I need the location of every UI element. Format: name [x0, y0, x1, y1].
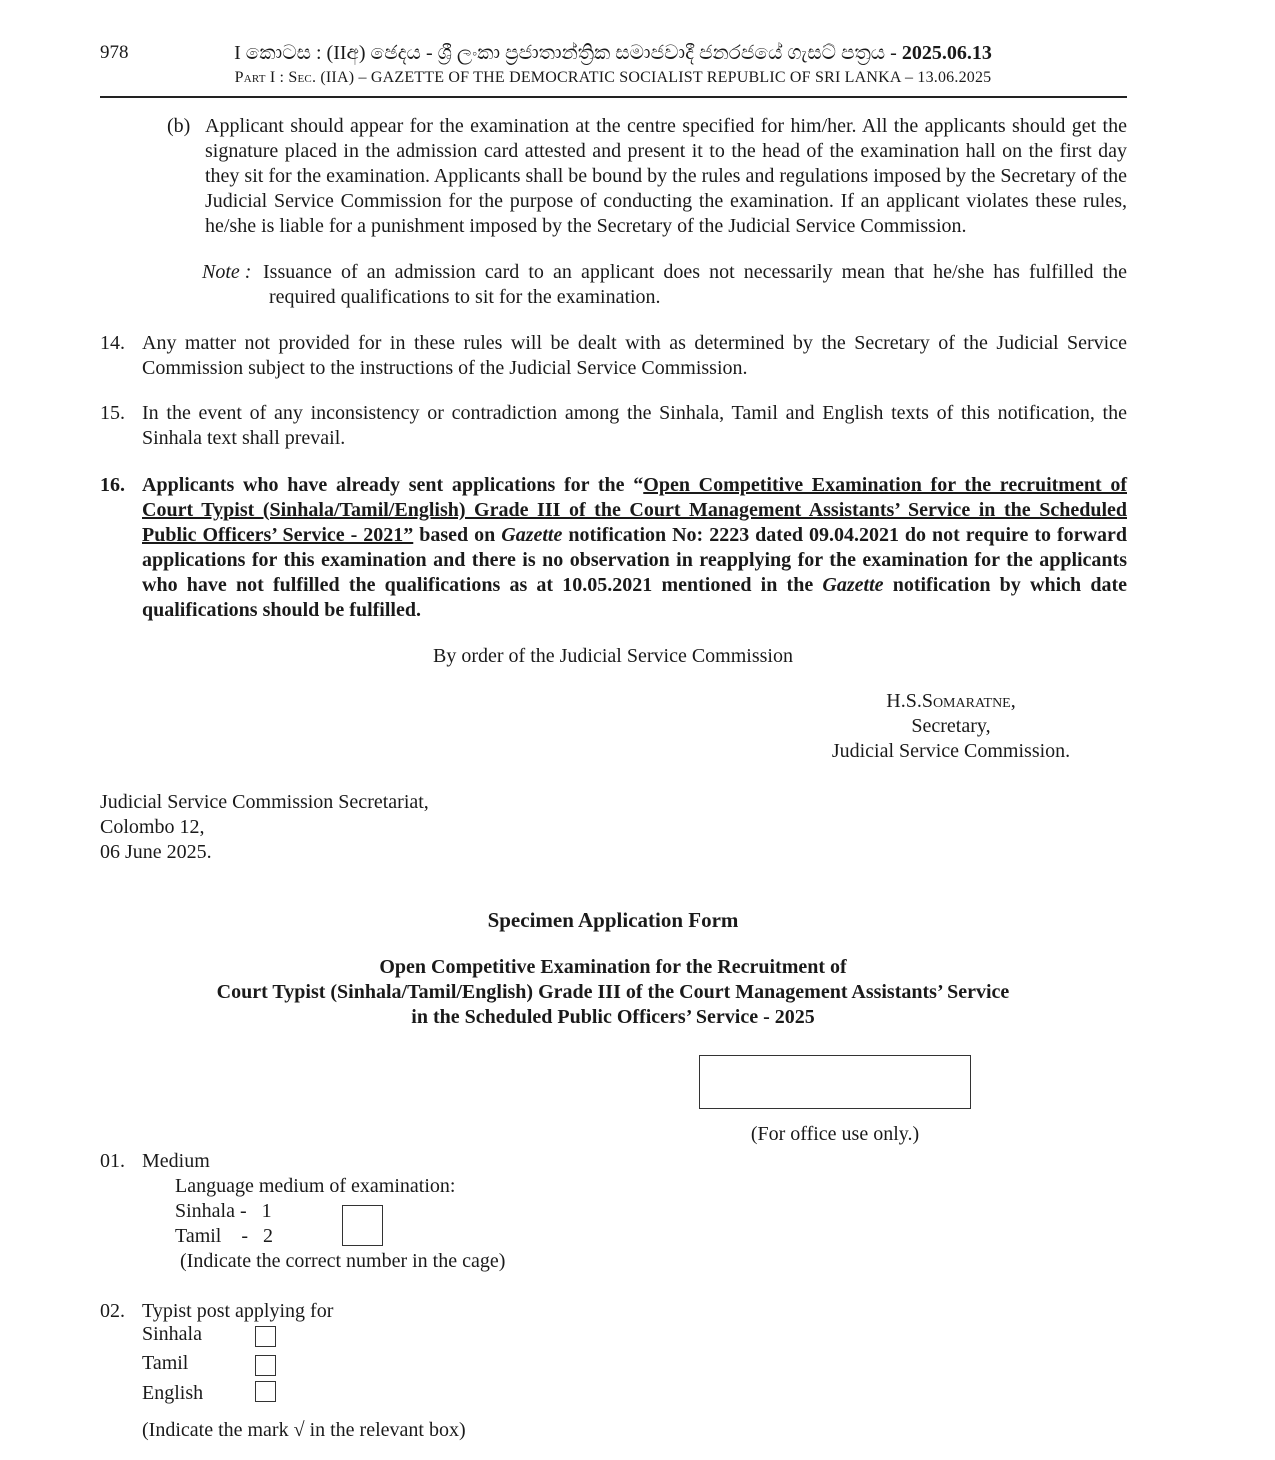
- item-15-number: 15.: [100, 402, 125, 424]
- q01-sub: Language medium of examination:: [175, 1175, 456, 1197]
- item-16-text: Applicants who have already sent applications for the “Open Competitive Examination for the recruitment of Court Typist (Sinhala/Tamil/English) Grade III of the Court Management Assistants’ Service in the Scheduled Public Officers’ Service - 2021” based on Gazette notification No: 2223 dated 09.04.2021 do not require to forward applications for this examination and there is no observation in reapplying for the examination for the applicants who have not fulfilled the qualifications as at 10.05.2021 mentioned in the Gazette notification by which date qualifications should be fulfilled.: [142, 474, 1128, 621]
- q02-option-tamil: Tamil: [142, 1352, 189, 1374]
- address-line-3: 06 June 2025.: [100, 841, 212, 863]
- item-15-text: In the event of any inconsistency or contradiction among the Sinhala, Tamil and English texts of this notification, the Sinhala text shall prevail.: [142, 402, 1127, 449]
- note-text-line1: Issuance of an admission card to an applicant does not necessarily mean that he/she has fulfilled the: [263, 261, 1127, 283]
- q01-medium-cage[interactable]: [342, 1205, 383, 1246]
- q02-option-english: English: [142, 1382, 204, 1404]
- q02-option-sinhala: Sinhala: [142, 1323, 202, 1345]
- form-title-line-2: Court Typist (Sinhala/Tamil/English) Grade III of the Court Management Assistants’ Service: [216, 981, 1010, 1003]
- signatory-org: Judicial Service Commission.: [831, 740, 1071, 762]
- office-use-label: (For office use only.): [750, 1123, 920, 1145]
- form-title-line-3: in the Scheduled Public Officers’ Service - 2025: [411, 1006, 815, 1028]
- office-use-box: [699, 1055, 971, 1109]
- header-english: Part I : Sec. (IIA) – GAZETTE OF THE DEMOCRATIC SOCIALIST REPUBLIC OF SRI LANKA – 13.06.2025: [234, 69, 992, 86]
- form-title-line-1: Open Competitive Examination for the Recruitment of: [379, 956, 847, 978]
- address-line-2: Colombo 12,: [100, 816, 205, 838]
- signatory-name: H.S.Somaratne,: [886, 690, 1016, 712]
- item-16-number: 16.: [100, 474, 125, 496]
- address-line-1: Judicial Service Commission Secretariat,: [100, 791, 429, 813]
- header-sinhala: I කොටස : (IIඅ) ඡෙදය - ශ්‍රී ලංකා ප්‍රජාතාන්ත්‍රික සමාජවාදී ජනරජයේ ගැසට් පත්‍රය - 2025.06.13: [234, 42, 992, 64]
- clause-b-label: (b): [167, 115, 191, 137]
- clause-b-text: Applicant should appear for the examination at the centre specified for him/her. All the applicants should get the signature placed in the admission card attested and present it to the head of the examination hall on the first day they sit for the examination. Applicants shall be bound by the rules and regulations imposed by the Secretary of the Judicial Service Commission for the purpose of conducting the examination. If an applicant violates these rules, he/she is liable for a punishment imposed by the Secretary of the Judicial Service Commission.: [205, 115, 1128, 237]
- q02-sinhala-checkbox[interactable]: [255, 1326, 276, 1347]
- note-label: Note :: [202, 261, 252, 283]
- page-number: 978: [100, 42, 129, 63]
- item-14-text: Any matter not provided for in these rules will be dealt with as determined by the Secretary of the Judicial Service Commission subject to the instructions of the Judicial Service Commission.: [142, 332, 1127, 379]
- q01-option-tamil: Tamil - 2: [175, 1225, 274, 1247]
- by-order-line: By order of the Judicial Service Commission: [433, 645, 793, 667]
- q02-hint: (Indicate the mark √ in the relevant box): [142, 1419, 466, 1441]
- q01-label: Medium: [142, 1150, 210, 1172]
- q02-label: Typist post applying for: [142, 1300, 334, 1322]
- header-rule: [100, 96, 1127, 98]
- q01-number: 01.: [100, 1150, 125, 1172]
- signatory-title: Secretary,: [911, 715, 991, 737]
- q01-option-sinhala: Sinhala - 1: [175, 1200, 272, 1222]
- q02-english-checkbox[interactable]: [255, 1381, 276, 1402]
- q02-tamil-checkbox[interactable]: [255, 1355, 276, 1376]
- form-heading: Specimen Application Form: [487, 908, 739, 932]
- q02-number: 02.: [100, 1300, 125, 1322]
- item-14-number: 14.: [100, 332, 125, 354]
- note-text-line2: required qualifications to sit for the examination.: [269, 286, 661, 308]
- q01-hint: (Indicate the correct number in the cage): [180, 1250, 506, 1272]
